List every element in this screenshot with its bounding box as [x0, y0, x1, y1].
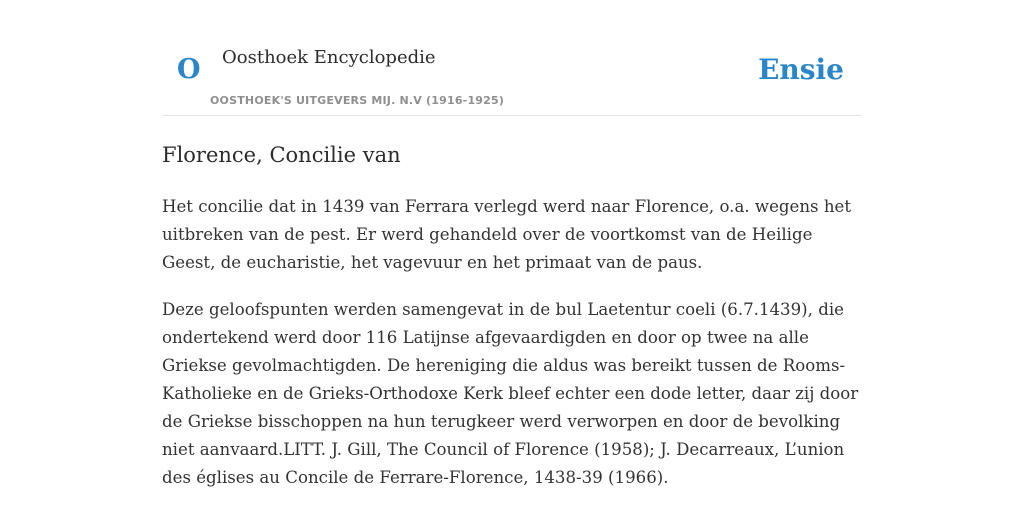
encyclopedia-logo-icon[interactable]: O — [177, 54, 201, 85]
article-title: Florence, Concilie van — [162, 143, 401, 167]
header — [162, 44, 862, 116]
publisher-subtitle: OOSTHOEK'S UITGEVERS MIJ. N.V (1916-1925) — [210, 94, 505, 107]
article-paragraph: Het concilie dat in 1439 van Ferrara verlegd werd naar Florence, o.a. wegens het uitbreken van de pest. Er werd gehandeld over de voortkomst van de Heilige Geest, de eucharistie, het vagevuur en het primaat van de paus. — [162, 197, 852, 272]
ensie-brand-link[interactable]: Ensie — [758, 53, 844, 86]
encyclopedia-title-link[interactable]: Oosthoek Encyclopedie — [222, 47, 436, 68]
article-paragraph: Deze geloofspunten werden samengevat in de bul Laetentur coeli (6.7.1439), die ondertekend werd door 116 Latijnse afgevaardigden en door op twee na alle Griekse gevolmachtigden. De hereniging die aldus was bereikt tussen de Rooms-Katholieke en de Grieks-Orthodoxe Kerk bleef echter een dode letter, daar zij door de Griekse bisschoppen na hun terugkeer werd verworpen en door de bevolking niet aanvaard.LITT. J. Gill, The Council of Florence (1958); J. Decarreaux, L’union des églises au Concile de Ferrare-Florence, 1438-39 (1966). — [162, 300, 859, 487]
article-body — [162, 193, 862, 492]
page — [162, 0, 862, 492]
